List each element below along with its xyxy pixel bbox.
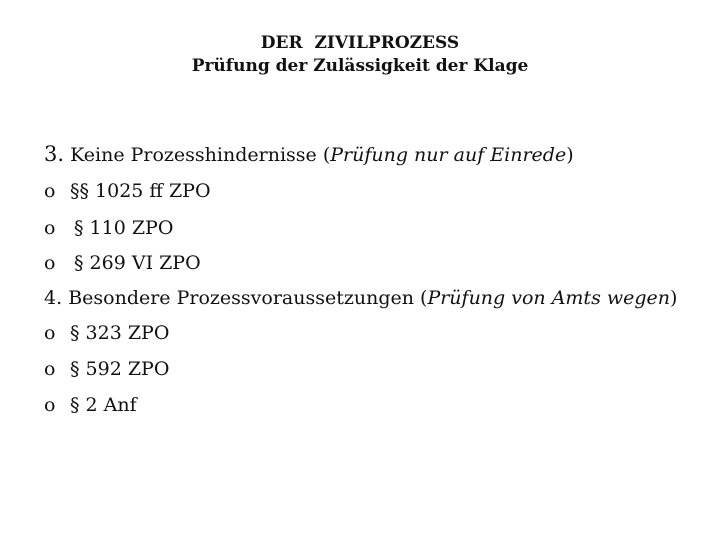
list-item-text: § 323 ZPO bbox=[70, 322, 170, 344]
list-item bbox=[44, 251, 201, 275]
document-header bbox=[0, 32, 720, 78]
document-title: DER ZIVILPROZESS bbox=[260, 33, 460, 53]
section-3-title-end: ) bbox=[566, 144, 574, 166]
bullet-icon: o bbox=[44, 180, 56, 202]
list-item bbox=[44, 179, 211, 203]
section-4-title-italic: Prüfung von Amts wegen bbox=[427, 287, 671, 309]
section-4-title: Besondere Prozessvoraussetzungen ( bbox=[68, 287, 428, 309]
section-3-heading bbox=[44, 142, 574, 167]
section-4-title-end: ) bbox=[670, 287, 678, 309]
section-4-number: 4. bbox=[44, 287, 63, 309]
section-3-title-italic: Prüfung nur auf Einrede bbox=[330, 144, 567, 166]
bullet-icon: o bbox=[44, 394, 56, 416]
bullet-icon: o bbox=[44, 217, 56, 239]
list-item-text: § 110 ZPO bbox=[74, 217, 174, 239]
list-item bbox=[44, 321, 169, 345]
list-item-text: § 592 ZPO bbox=[70, 358, 170, 380]
list-item-text: §§ 1025 ff ZPO bbox=[70, 180, 211, 202]
section-3-number: 3. bbox=[44, 142, 65, 166]
document-subtitle: Prüfung der Zulässigkeit der Klage bbox=[191, 56, 529, 76]
section-3-title: Keine Prozesshindernisse ( bbox=[70, 144, 331, 166]
list-item-text: § 2 Anf bbox=[70, 394, 137, 416]
list-item bbox=[44, 393, 137, 417]
bullet-icon: o bbox=[44, 252, 56, 274]
bullet-icon: o bbox=[44, 322, 56, 344]
section-4-heading bbox=[44, 286, 677, 310]
list-item bbox=[44, 357, 169, 381]
bullet-icon: o bbox=[44, 358, 56, 380]
list-item-text: § 269 VI ZPO bbox=[74, 252, 201, 274]
list-item bbox=[44, 216, 173, 240]
